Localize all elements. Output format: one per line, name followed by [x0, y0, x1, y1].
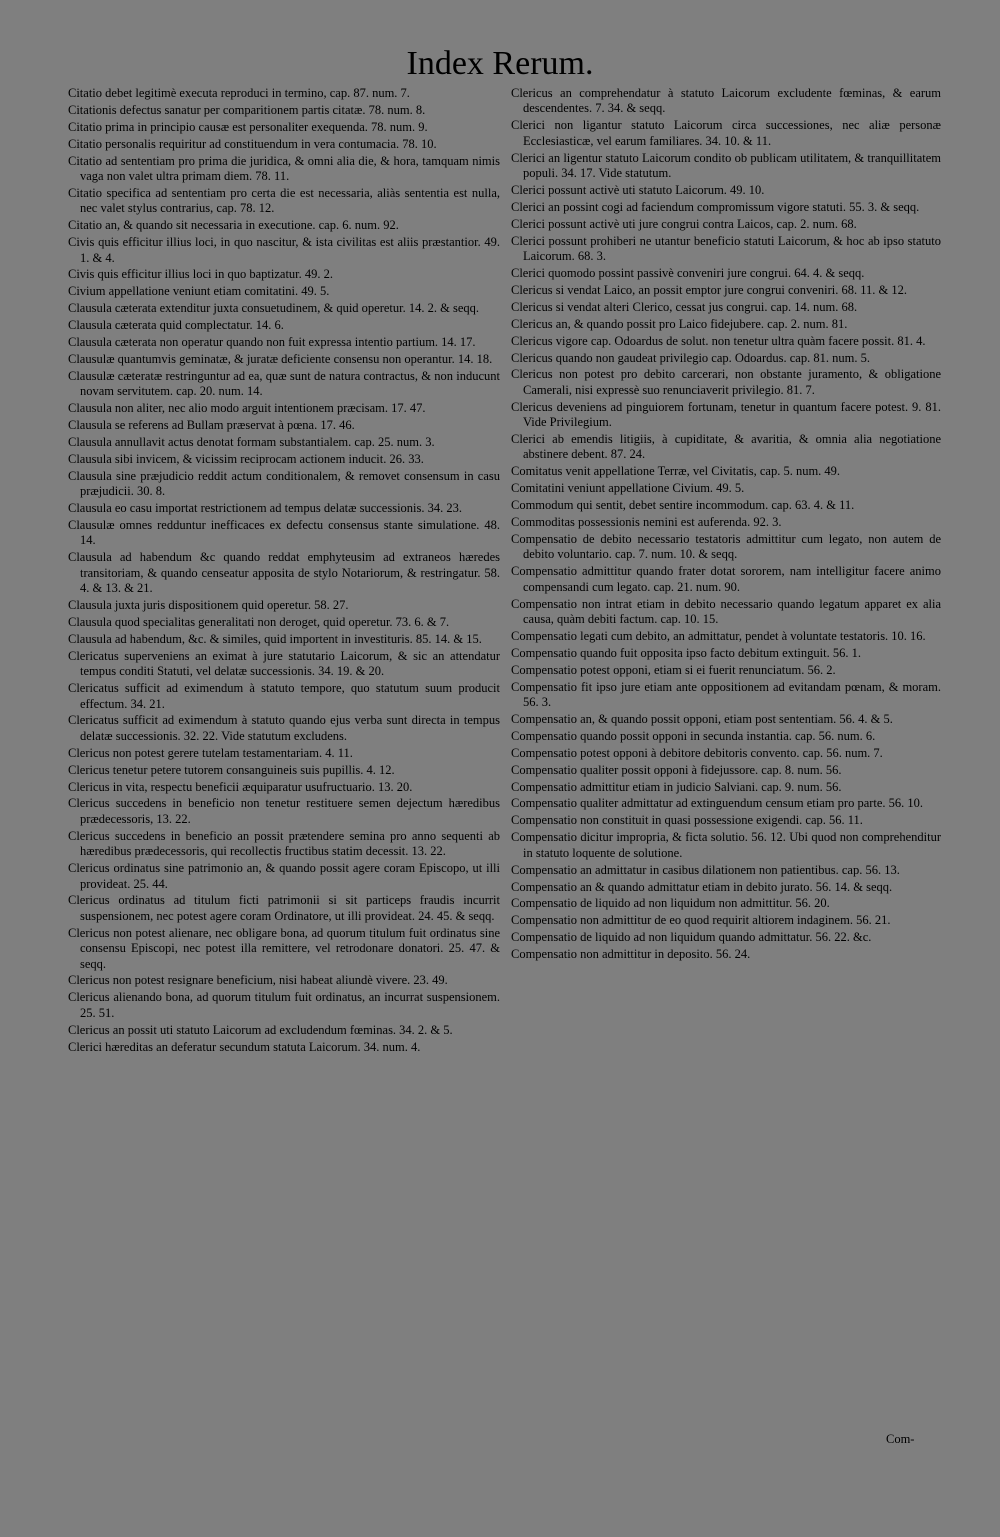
index-entry: Clericus ordinatus sine patrimonio an, & quando possit agere coram Episcopo, ut illi provideat. 25. 44. — [68, 861, 500, 891]
index-entry: Commoditas possessionis nemini est auferenda. 92. 3. — [511, 515, 782, 530]
index-entry: Clerici ab emendis litigiis, à cupiditate, & avaritia, & omnia alia negotiatione abstinere debent. 87. 24. — [511, 432, 941, 462]
index-entry: Compensatio potest opponi, etiam si ei fuerit renunciatum. 56. 2. — [511, 662, 836, 677]
index-entry: Clericus in vita, respectu beneficii æquiparatur usufructuario. 13. 20. — [68, 779, 413, 794]
index-entry: Citationis defectus sanatur per comparitionem partis citatæ. 78. num. 8. — [68, 102, 426, 117]
index-entry: Clausulæ quantumvis geminatæ, & juratæ deficiente consensu non operantur. 14. 18. — [68, 352, 493, 366]
index-entry: Clericus ordinatus ad titulum ficti patrimonii si sit particeps fraudis incurrit suspensionem, nec potest agere coram Ordinatore, ut illi provideat. 24. 45. & seqq. — [68, 893, 500, 923]
index-entry: Citatio personalis requiritur ad constituendum in vera contumacia. 78. 10. — [68, 136, 437, 151]
index-entry: Compensatio non admittitur in deposito. 56. 24. — [511, 947, 751, 962]
index-entry: Compensatio quando fuit opposita ipso facto debitum extinguit. 56. 1. — [511, 645, 861, 660]
index-entry: Citatio specifica ad sententiam pro certa die est necessaria, aliàs sententia est nulla, nec valet stylus contrarius, cap. 78. 12. — [68, 185, 500, 216]
index-entry: Clericus alienando bona, ad quorum titulum fuit ordinatus, an incurrat suspensionem. 25. 51. — [68, 990, 500, 1020]
index-entry: Clericus si vendat Laico, an possit emptor jure congrui conveniri. 68. 11. & 12. — [511, 282, 907, 297]
index-entry: Clausula annullavit actus denotat formam substantialem. cap. 25. num. 3. — [68, 435, 435, 450]
left-column — [68, 86, 500, 1056]
index-entry: Clausulæ cæteratæ restringuntur ad ea, quæ sunt de natura contractus, & non inducunt novam servitutem. cap. 20. num. 14. — [68, 368, 500, 399]
index-entry: Clerici an ligentur statuto Laicorum condito ob publicam utilitatem, & tranquillitatem populi. 34. 17. Vide statutum. — [511, 150, 941, 181]
index-entry: Clerici possunt prohiberi ne utantur beneficio statuti Laicorum, & hoc ab ipso statuto Laicorum. 68. 3. — [511, 233, 941, 264]
index-entry: Clerici possunt activè uti jure congrui contra Laicos, cap. 2. num. 68. — [511, 216, 857, 231]
index-entry: Clericus an comprehendatur à statuto Laicorum excludente fœminas, & earum descendentes. 7. 34. & seqq. — [511, 86, 941, 116]
index-entry: Compensatio fit ipso jure etiam ante oppositionem ad evitandam pœnam, & moram. 56. 3. — [511, 679, 941, 710]
index-entry: Clausula non aliter, nec alio modo arguit intentionem præcisam. 17. 47. — [68, 401, 426, 416]
index-entry: Clausula ad habendum &c quando reddat emphyteusim ad extraneos hæredes transitoriam, & quando censeatur apposita de stylo Notariorum, & restringatur. 58. 4. & 13. & 21. — [68, 550, 500, 596]
index-entry: Clausula sine præjudicio reddit actum conditionalem, & removet consensum in casu præjudicii. 30. 8. — [68, 468, 500, 499]
index-entry: Clericus non potest resignare beneficium, nisi habeat aliundè vivere. 23. 49. — [68, 973, 448, 988]
index-entry: Compensatio admittitur quando frater dotat sororem, nam intelligitur facere animo compensandi cum legato. cap. 21. num. 90. — [511, 564, 941, 594]
index-entry: Clericus succedens in beneficio non tenetur restituere semen dejectum hæredibus prædecessoris, 13. 22. — [68, 796, 500, 826]
index-entry: Compensatio de liquido ad non liquidum quando admittatur. 56. 22. &c. — [511, 930, 872, 945]
index-entry: Clerici an possint cogi ad faciendum compromissum vigore statuti. 55. 3. & seqq. — [511, 199, 920, 214]
index-entry: Civis quis efficitur illius loci in quo baptizatur. 49. 2. — [68, 267, 334, 282]
page-title: Index Rerum. — [406, 45, 594, 82]
index-entry: Compensatio dicitur impropria, & ficta solutio. 56. 12. Ubi quod non comprehenditur in statuto loquente de solutione. — [511, 830, 941, 860]
index-entry: Clausula cæterata quid complectatur. 14. 6. — [68, 318, 284, 333]
index-entry: Comitatini veniunt appellatione Civium. 49. 5. — [511, 481, 745, 496]
index-entry: Compensatio an & quando admittatur etiam in debito jurato. 56. 14. & seqq. — [511, 879, 893, 894]
index-entry: Clericatus sufficit ad eximendum à statuto quando ejus verba sunt directa in tempus delatæ successionis. 32. 22. Vide statutum excludens. — [68, 713, 500, 743]
index-entry: Compensatio admittitur etiam in judicio Salviani. cap. 9. num. 56. — [511, 779, 842, 794]
index-entry: Citatio prima in principio causæ est personaliter exequenda. 78. num. 9. — [68, 119, 428, 134]
index-entry: Compensatio non admittitur de eo quod requirit altiorem indaginem. 56. 21. — [511, 913, 891, 928]
index-entry: Clerici possunt activè uti statuto Laicorum. 49. 10. — [511, 182, 765, 197]
index-entry: Clausula cæterata non operatur quando non fuit expressa intentio partium. 14. 17. — [68, 335, 476, 350]
index-entry: Comitatus venit appellatione Terræ, vel Civitatis, cap. 5. num. 49. — [511, 464, 841, 479]
index-entry: Clericus quando non gaudeat privilegio cap. Odoardus. cap. 81. num. 5. — [511, 350, 870, 365]
index-entry: Clausula juxta juris dispositionem quid operetur. 58. 27. — [68, 598, 349, 613]
index-entry: Clericus si vendat alteri Clerico, cessat jus congrui. cap. 14. num. 68. — [511, 299, 858, 314]
index-entry: Clericus an, & quando possit pro Laico fidejubere. cap. 2. num. 81. — [511, 316, 848, 331]
catchword: Com- — [886, 1432, 915, 1446]
index-entry: Clausula sibi invicem, & vicissim reciprocam actionem inducit. 26. 33. — [68, 451, 424, 466]
index-entry: Citatio an, & quando sit necessaria in executione. cap. 6. num. 92. — [68, 218, 399, 233]
index-entry: Clausula eo casu importat restrictionem ad tempus delatæ successionis. 34. 23. — [68, 501, 463, 516]
index-entry: Civium appellatione veniunt etiam comitatini. 49. 5. — [68, 284, 330, 299]
index-entry: Compensatio quando possit opponi in secunda instantia. cap. 56. num. 6. — [511, 728, 876, 743]
index-entry: Civis quis efficitur illius loci, in quo nascitur, & ista civilitas est aliis præstantior. 49. 1. & 4. — [68, 235, 500, 265]
index-entry: Clericus non potest gerere tutelam testamentariam. 4. 11. — [68, 745, 353, 760]
index-entry: Clerici hæreditas an deferatur secundum statuta Laicorum. 34. num. 4. — [68, 1039, 421, 1054]
index-entry: Citatio ad sententiam pro prima die juridica, & omni alia die, & hora, tamquam nimis vaga non valet ultra primam diem. 78. 11. — [68, 153, 500, 184]
index-entry: Clericatus superveniens an eximat à jure statutario Laicorum, & sic an attendatur tempus conditi Statuti, vel delatæ successionis. 34. 19. & 20. — [68, 648, 500, 679]
index-entry: Clausula ad habendum, &c. & similes, quid importent in investituris. 85. 14. & 15. — [68, 631, 482, 646]
index-entry: Compensatio qualiter possit opponi à fidejussore. cap. 8. num. 56. — [511, 762, 842, 777]
index-entry: Clericus non potest pro debito carcerari, non obstante juramento, & obligatione Camerali, nisi expressè suo renunciaverit privilegio. 81. 7. — [511, 367, 941, 397]
index-entry: Compensatio de debito necessario testatoris admittitur cum legato, non autem de debito voluntario. cap. 7. num. 10. & seqq. — [511, 531, 941, 562]
index-entry: Clausulæ omnes redduntur inefficaces ex defectu consensus stante simulatione. 48. 14. — [68, 518, 500, 548]
index-entry: Clericus an possit uti statuto Laicorum ad excludendum fœminas. 34. 2. & 5. — [68, 1022, 453, 1037]
index-entry: Clericus non potest alienare, nec obligare bona, ad quorum titulum fuit ordinatus sine consensu Episcopi, nec potest illa remittere, vel retrodonare donatori. 25. 47. & seqq. — [68, 925, 500, 971]
index-entry: Clausula cæterata extenditur juxta consuetudinem, & quid operetur. 14. 2. & seqq. — [68, 301, 480, 316]
index-entry: Compensatio qualiter admittatur ad extinguendum censum etiam pro parte. 56. 10. — [511, 796, 924, 811]
index-entry: Commodum qui sentit, debet sentire incommodum. cap. 63. 4. & 11. — [511, 498, 855, 513]
index-entry: Compensatio de liquido ad non liquidum non admittitur. 56. 20. — [511, 896, 830, 911]
index-entry: Compensatio an, & quando possit opponi, etiam post sententiam. 56. 4. & 5. — [511, 711, 893, 726]
right-column — [511, 86, 941, 964]
index-entry: Clericus tenetur petere tutorem consanguineis suis pupillis. 4. 12. — [68, 762, 395, 777]
index-entry: Citatio debet legitimè executa reproduci in termino, cap. 87. num. 7. — [68, 86, 410, 100]
index-entry: Compensatio non intrat etiam in debito necessario quando legatum apparet ex alia causa, quàm debiti factum. cap. 10. 15. — [511, 596, 941, 626]
index-entry: Clerici non ligantur statuto Laicorum circa successiones, nec aliæ personæ Ecclesiasticæ, vel earum familiares. 34. 10. & 11. — [511, 118, 941, 148]
index-entry: Clericus vigore cap. Odoardus de solut. non tenetur ultra quàm facere possit. 81. 4. — [511, 333, 926, 348]
index-entry: Clerici quomodo possint passivè conveniri jure congrui. 64. 4. & seqq. — [511, 265, 865, 280]
index-entry: Clausula se referens ad Bullam præservat à pœna. 17. 46. — [68, 418, 355, 433]
index-entry: Compensatio non constituit in quasi possessione exigendi. cap. 56. 11. — [511, 813, 863, 828]
index-entry: Clericus deveniens ad pinguiorem fortunam, tenetur in quantum facere potest. 9. 81. Vide Privilegium. — [511, 399, 941, 430]
index-entry: Clericatus sufficit ad eximendum à statuto tempore, quo statutum suum producit effectum. 34. 21. — [68, 681, 500, 711]
index-entry: Compensatio legati cum debito, an admittatur, pendet à voluntate testatoris. 10. 16. — [511, 628, 926, 643]
index-entry: Compensatio potest opponi à debitore debitoris convento. cap. 56. num. 7. — [511, 745, 883, 760]
index-entry: Clausula quod specialitas generalitati non deroget, quid operetur. 73. 6. & 7. — [68, 615, 450, 629]
index-entry: Clericus succedens in beneficio an possit prætendere semina pro anno sequenti ab hæredibus prædecessoris, qui recollectis fructibus statim decessit. 13. 22. — [68, 828, 500, 859]
index-entry: Compensatio an admittatur in casibus dilationem non patientibus. cap. 56. 13. — [511, 862, 900, 877]
